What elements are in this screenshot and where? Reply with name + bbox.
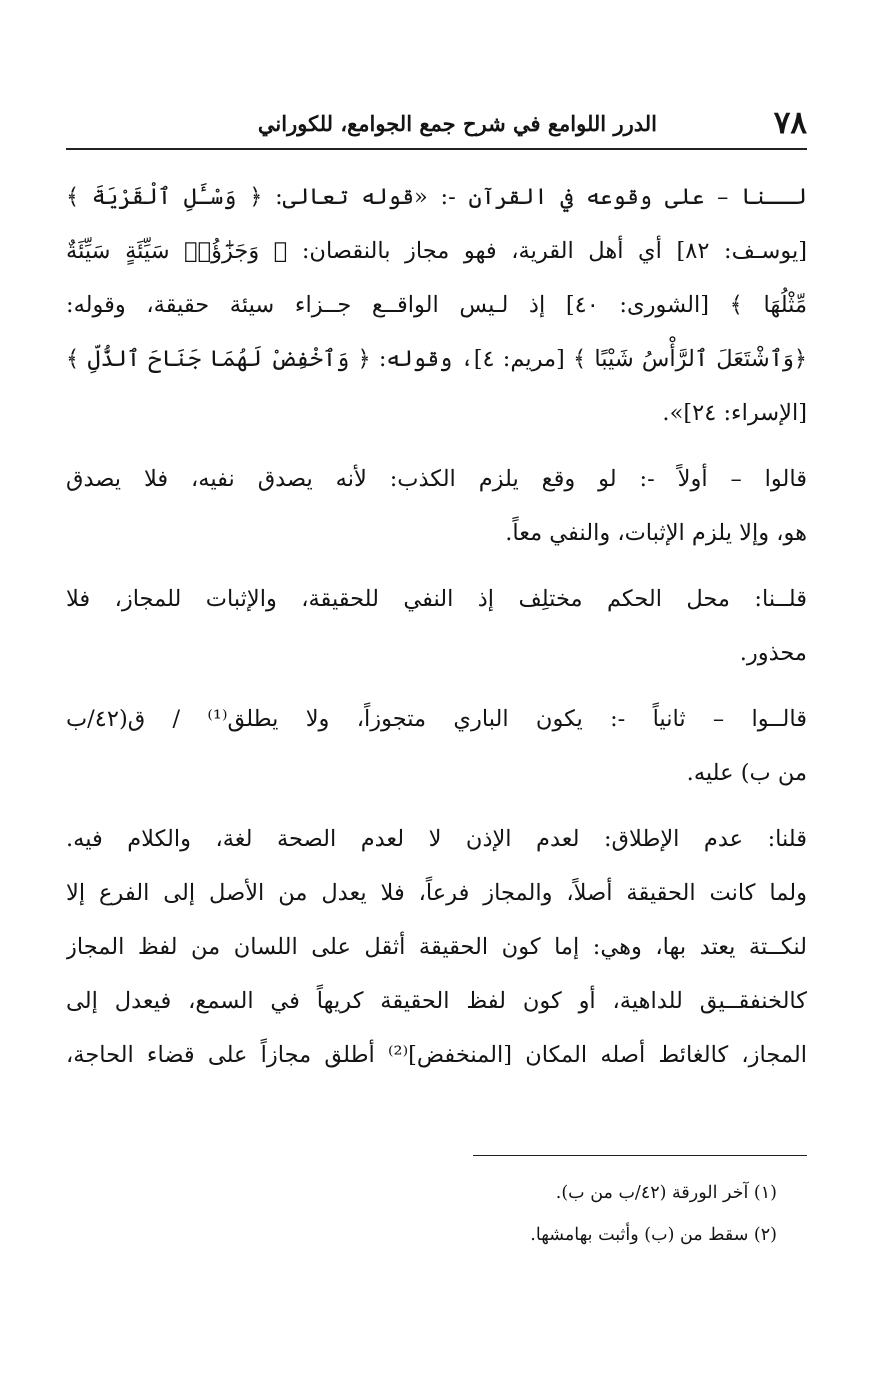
text-line: [يوسـف: ٨٢] أي أهل القرية، فهو مجاز بالنقصان: ﴿ وَجَزَٰٓؤُا۟ سَيِّئَةٍ سَيِّئَةٌ	[66, 238, 807, 264]
paragraph-reply-2	[66, 812, 807, 1082]
text-line: ولما كانت الحقيقة أصلاً، والمجاز فرعاً، فلا يعدل من الأصل إلى الفرع إلا	[66, 880, 807, 906]
page-number: ٧٨	[773, 105, 807, 141]
text-line: [الإسراء: ٢٤]».	[662, 400, 807, 426]
text-line: ﴿وَٱشْتَعَلَ ٱلرَّأْسُ شَيْبًا ﴾ [مريم: ٤]، وقوله: ﴿ وَٱخْفِضْ لَهُمَا جَنَاحَ ٱلذُّلِّ ﴾	[66, 346, 807, 372]
text-line: المجاز، كالغائط أصله المكان [المنخفض]⁽²⁾ أطلق مجازاً على قضاء الحاجة،	[66, 1042, 807, 1068]
footnotes	[66, 1172, 777, 1256]
page-header	[66, 100, 807, 146]
paragraph-reply-1	[66, 572, 807, 680]
text-line: محذور.	[739, 640, 807, 666]
text-line: لــنا – على وقوعه في القرآن -: «قوله تعالى: ﴿ وَسْـَٔلِ ٱلْقَرْيَةَ ﴾	[66, 184, 807, 210]
footnote-2: (٢) سقط من (ب) وأثبت بهامشها.	[530, 1225, 777, 1245]
text-line: هو، وإلا يلزم الإثبات، والنفي معاً.	[505, 520, 807, 546]
paragraph-quran-evidence	[66, 170, 807, 440]
text-line: كالخنفقــيق للداهية، أو كون لفظ الحقيقة كريهاً في السمع، فيعدل إلى	[66, 988, 807, 1014]
text-line: لنكــتة يعتد بها، وهي: إما كون الحقيقة أثقل على اللسان من لفظ المجاز	[66, 934, 807, 960]
text-line: مِّثْلُهَا ﴾ [الشورى: ٤٠] إذ لـيس الواقــع جــزاء سيئة حقيقة، وقوله:	[66, 292, 807, 318]
paragraph-objection-1	[66, 452, 807, 560]
footnote-rule	[473, 1155, 807, 1156]
text-line: قالــوا – ثانياً -: يكون الباري متجوزاً، ولا يطلق⁽¹⁾ / ق(٤٢/ب	[66, 706, 807, 732]
text-line: قلنا: عدم الإطلاق: لعدم الإذن لا لعدم الصحة لغة، والكلام فيه.	[66, 826, 807, 852]
text-line: من ب) عليه.	[686, 760, 807, 786]
page-body	[66, 170, 807, 1082]
footnote-1: (١) آخر الورقة (٤٢/ب من ب).	[555, 1183, 777, 1203]
text-line: قلــنا: محل الحكم مختلِف إذ النفي للحقيقة، والإثبات للمجاز، فلا	[66, 586, 807, 612]
running-title: الدرر اللوامع في شرح جمع الجوامع، للكوراني	[257, 111, 657, 136]
paragraph-objection-2	[66, 692, 807, 800]
header-rule	[66, 148, 807, 150]
text-line: قالوا – أولاً -: لو وقع يلزم الكذب: لأنه يصدق نفيه، فلا يصدق	[66, 466, 807, 492]
